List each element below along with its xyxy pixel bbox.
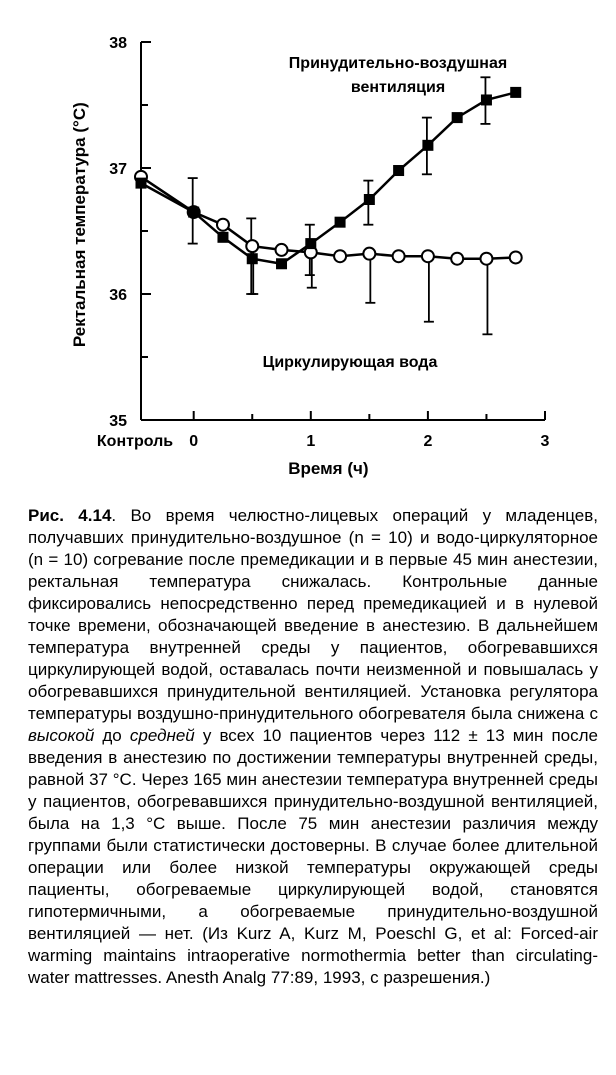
forced-air-point (510, 87, 521, 98)
caption-text-1: . Во время челюстно-лицевых операций у младенцев, получавших принудительно-воздушное (n = 10) и водо-циркуляторное (n = 10) согревание после премедикации и в первые 45 мин анестезии, ректальная температура снижалась. Контрольные данные фиксировались непосредственно перед премедикацией и в нулевой точке времени, обозначающей введение в анестезию. В дальнейшем температура внутренней среды у пациентов, обогревавшихся циркулирующей водой, оставалась почти неизменной и повышалась у обогревавшихся принудительной вентиляцией. Установка регулятора температуры воздушно-принудительного обогревателя была снижена с (28, 506, 598, 723)
circulating-water-point (334, 250, 346, 262)
error-bars (188, 77, 493, 334)
circulating-water-point (480, 253, 492, 265)
y-axis-title: Ректальная температура (°С) (70, 102, 89, 348)
caption-label: Рис. 4.14 (28, 506, 112, 525)
chart-labels (263, 55, 508, 371)
forced-air-point (217, 232, 228, 243)
chart (0, 0, 616, 500)
forced-air-point (188, 207, 199, 218)
forced-air-point (136, 178, 147, 189)
caption-text-2: до (94, 726, 130, 745)
circulating-water-label: Циркулирующая вода (262, 354, 438, 371)
circulating-water-point (393, 250, 405, 262)
circulating-water-point (363, 248, 375, 260)
circulating-water-point (510, 251, 522, 263)
caption-text-3: у всех 10 пациентов через 112 ± 13 мин после введения в анестезию по достижении температуры внутренней среды, равной 37 °С. Через 165 мин анестезии температура внутренней среды у пациентов, обогревавшихся принудительно-воздушной вентиляцией, была на 1,3 °С выше. После 75 мин анестезии различия между группами были статистически достоверны. В случае более длительной операции или более низкой температуры окружающей среды пациенты, обогреваемые циркулирующей водой, становятся гипотермичными, а обогреваемые принудительно-воздушной вентиляцией — нет. (Из Kurz A, Kurz M, Poeschl G, et al: Forced-air warming maintains intraoperative normothermia better than circulating-water mattresses. Anesth Analg 77:89, 1993, с разрешения.) (28, 726, 598, 987)
x-tick-label: Контроль (96, 433, 174, 450)
y-tick-label: 36 (109, 287, 127, 304)
circulating-water-point (246, 240, 258, 252)
forced-air-label-line2: вентиляция (350, 79, 446, 96)
forced-air-point (393, 165, 404, 176)
y-tick-label: 38 (109, 35, 127, 52)
y-tick-label: 35 (109, 413, 127, 430)
x-tick-label: 0 (189, 433, 199, 450)
x-tick-label: 2 (423, 433, 433, 450)
forced-air-label-line1: Принудительно-воздушная (288, 55, 508, 72)
forced-air-point (452, 112, 463, 123)
x-tick-label: 3 (540, 433, 550, 450)
forced-air-point (335, 217, 346, 228)
forced-air-point (481, 94, 492, 105)
x-tick-label: 1 (306, 433, 316, 450)
forced-air-point (422, 140, 433, 151)
y-tick-label: 37 (109, 161, 127, 178)
circulating-water-point (451, 253, 463, 265)
caption-italic-1: высокой (28, 726, 95, 745)
circulating-water-point (276, 244, 288, 256)
circulating-water-point (217, 219, 229, 231)
x-axis-title: Время (ч) (288, 459, 369, 478)
forced-air-point (305, 238, 316, 249)
forced-air-point (364, 194, 375, 205)
circulating-water-point (422, 250, 434, 262)
forced-air-point (276, 258, 287, 269)
figure-caption (28, 505, 598, 989)
forced-air-point (247, 253, 258, 264)
caption-italic-2: средней (129, 726, 195, 745)
